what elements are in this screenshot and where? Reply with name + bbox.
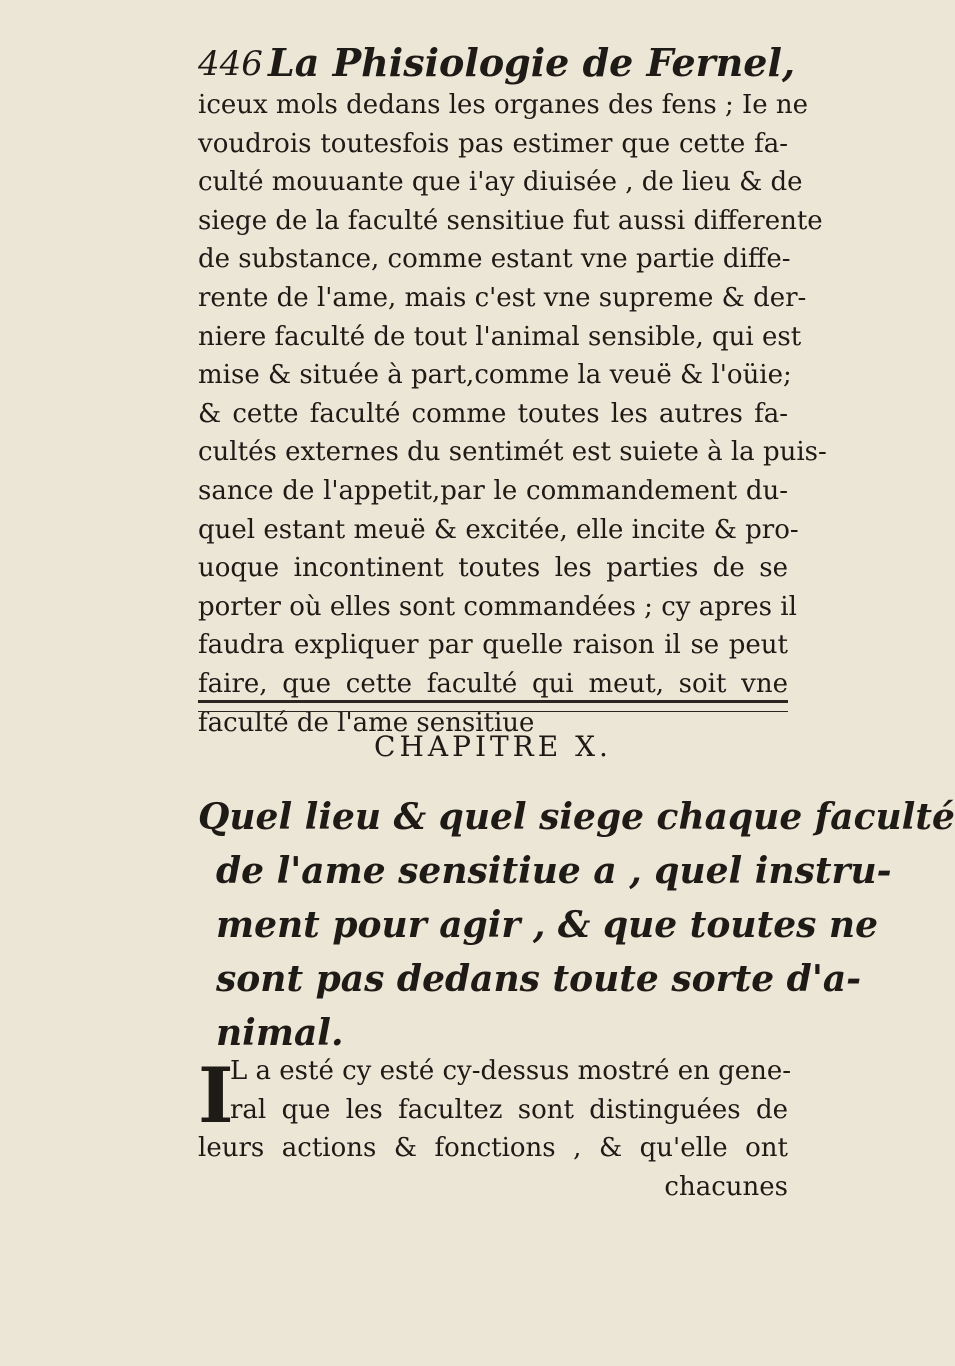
text-line: voudrois toutesfois pas estimer que cette fa- (198, 128, 788, 159)
text-line: sance de l'appetit,par le commandement du- (198, 475, 788, 506)
text-line: siege de la faculté sensitiue fut aussi differente (198, 205, 823, 236)
heading-line: ment pour agir , & que toutes ne (216, 904, 878, 946)
chapter-label: CHAPITRE X. (374, 730, 612, 763)
text-line: quel estant meuë & excitée, elle incite & pro- (198, 514, 799, 545)
text-line: cultés externes du sentimét est suiete à la puis- (198, 437, 827, 468)
text-line: uoque incontinent toutes les parties de se (198, 553, 788, 584)
body-paragraph (198, 86, 827, 742)
text-line: niere faculté de tout l'animal sensible, qui est (198, 321, 802, 352)
text-line: ral que les facultez sont distinguées de (230, 1094, 788, 1125)
heading-line: Quel lieu & quel siege chaque faculté (198, 796, 955, 838)
text-line: L a esté cy esté cy-dessus mostré en gene- (230, 1056, 792, 1086)
text-line: porter où elles sont commandées ; cy apres il (198, 591, 797, 622)
chapter-heading (198, 790, 955, 1060)
heading-line: nimal. (216, 1012, 344, 1054)
catchword: chacunes (664, 1171, 788, 1202)
heading-line: de l'ame sensitiue a , quel instru- (216, 850, 892, 892)
text-line: leurs actions & fonctions , & qu'elle ont (198, 1133, 788, 1164)
text-line: faire, que cette faculté qui meut, soit vne (198, 668, 788, 699)
drop-cap: I (198, 1051, 234, 1140)
running-title: La Phisiologie de Fernel, (268, 40, 796, 85)
text-line: faudra expliquer par quelle raison il se peut (198, 630, 788, 661)
chapter-paragraph (198, 1051, 792, 1206)
text-line: faculté de l'ame sensitiue (198, 707, 535, 738)
text-line: rente de l'ame, mais c'est vne supreme & der- (198, 282, 807, 313)
text-line: de substance, comme estant vne partie diffe- (198, 244, 791, 275)
text-line: mise & située à part,comme la veuë & l'oüie; (198, 360, 792, 391)
text-line: culté mouuante que i'ay diuisée , de lieu & de (198, 167, 803, 198)
text-line: iceux mols dedans les organes des fens ; Ie ne (198, 90, 809, 120)
text-line: & cette faculté comme toutes les autres fa- (198, 398, 788, 429)
page-number: 446 (198, 44, 263, 84)
heading-line: sont pas dedans toute sorte d'a- (216, 958, 862, 1000)
section-divider (198, 700, 788, 712)
